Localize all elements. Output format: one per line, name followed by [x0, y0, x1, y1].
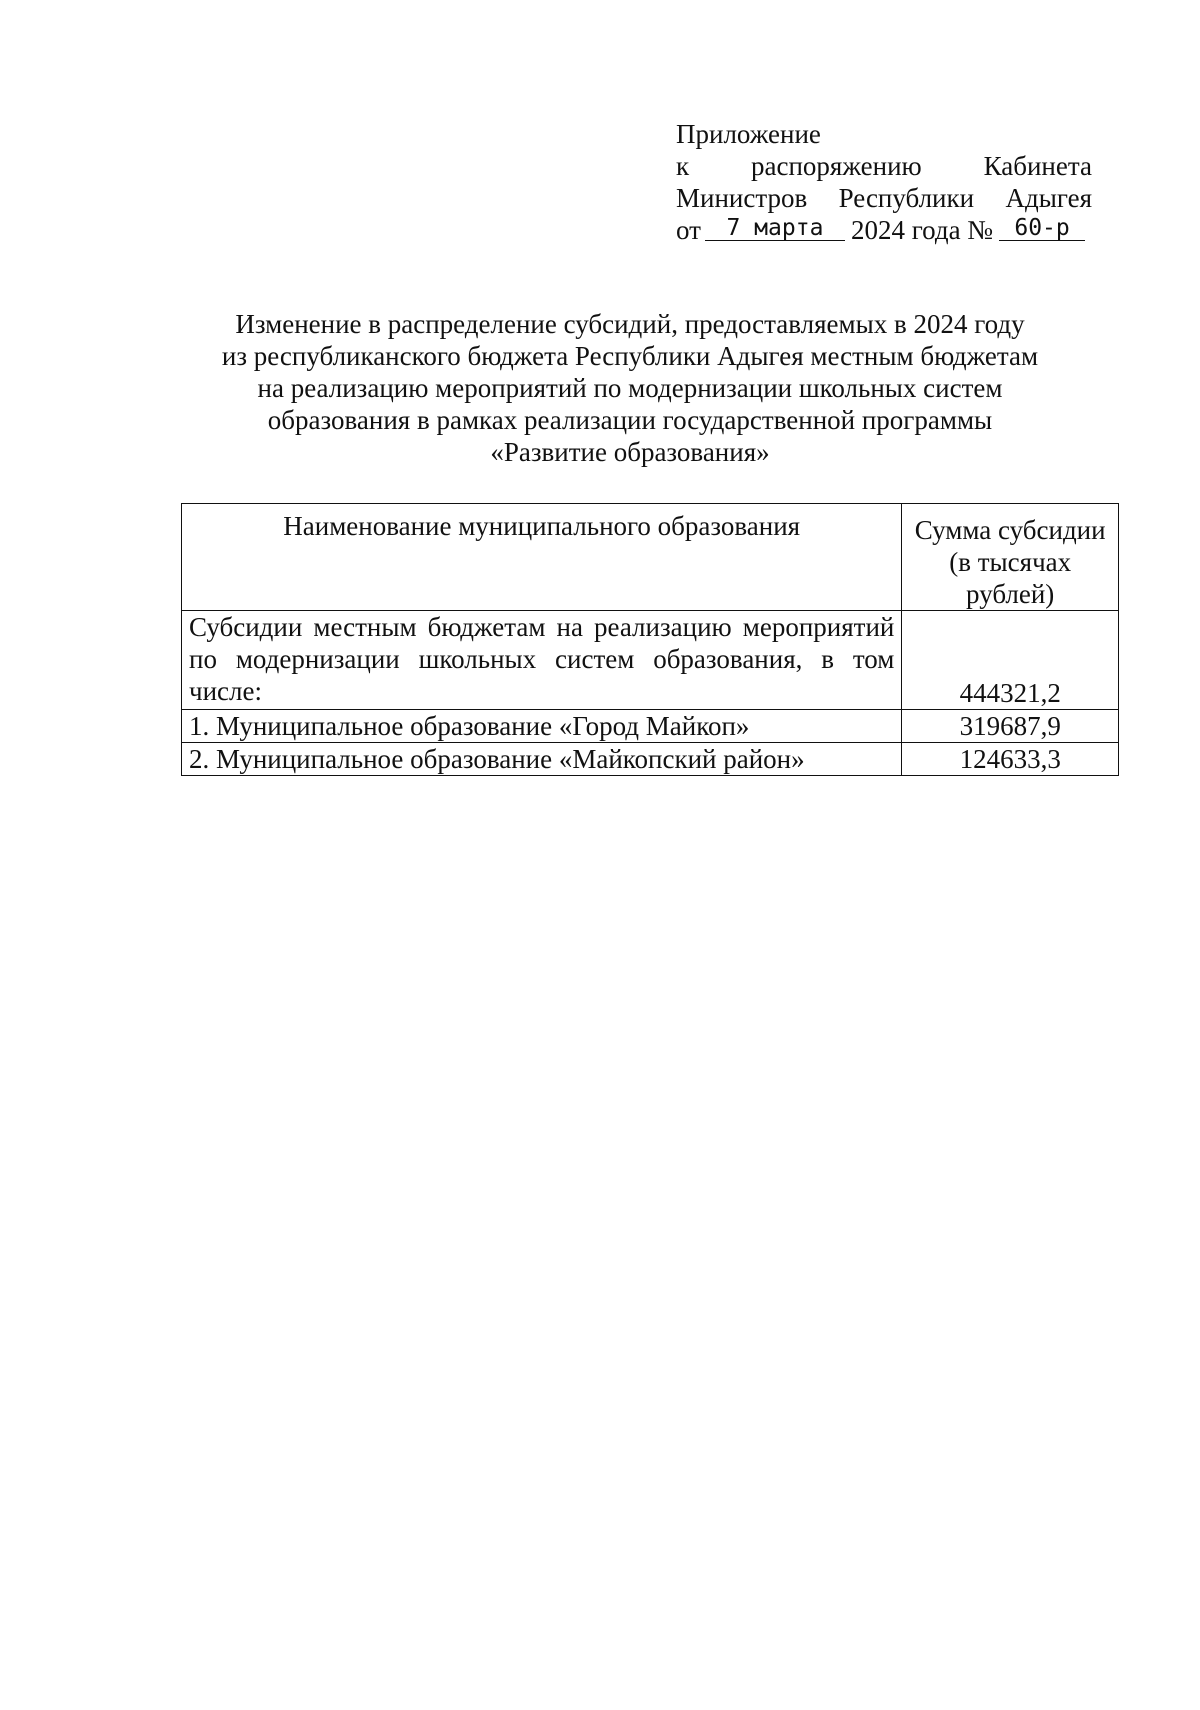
- table-row: [182, 743, 1119, 776]
- row-sum: 124633,3: [902, 743, 1119, 776]
- table-header-row: [182, 504, 1119, 611]
- annex-word: Кабинета: [983, 151, 1092, 181]
- row-name: 1. Муниципальное образование «Город Майкоп»: [182, 710, 902, 743]
- date-prefix: от: [676, 215, 701, 245]
- table-row: [182, 611, 1119, 710]
- annex-title: Приложение: [676, 119, 821, 149]
- title-line: образования в рамках реализации государственной программы: [267, 405, 993, 435]
- year-text: 2024 года №: [850, 215, 994, 245]
- row-name: Субсидии местным бюджетам на реализацию мероприятий по модернизации школьных систем образования, в том числе:: [182, 611, 902, 710]
- annex-word: Республики: [838, 183, 975, 213]
- title-line: «Развитие образования»: [490, 437, 770, 467]
- annex-word: к: [676, 151, 690, 181]
- annex-word: Министров: [676, 183, 808, 213]
- title-line: на реализацию мероприятий по модернизации школьных систем: [257, 373, 1003, 403]
- order-number: 60-р: [999, 216, 1085, 241]
- annex-word: распоряжению: [751, 151, 922, 181]
- order-date: 7 марта: [705, 216, 845, 241]
- row-name: 2. Муниципальное образование «Майкопский район»: [182, 743, 902, 776]
- header-municipality: Наименование муниципального образования: [182, 504, 902, 611]
- header-sum: Сумма субсидии (в тысячах рублей): [902, 504, 1119, 611]
- annex-header: [676, 118, 1092, 246]
- subsidy-table: [181, 503, 1119, 776]
- table-row: [182, 710, 1119, 743]
- row-sum: 444321,2: [902, 611, 1119, 710]
- document-title: [180, 308, 1080, 468]
- annex-date-line: [676, 214, 1092, 246]
- row-sum: 319687,9: [902, 710, 1119, 743]
- annex-line-3: [676, 182, 1092, 214]
- annex-word: Адыгея: [1005, 183, 1092, 213]
- annex-line-2: [676, 150, 1092, 182]
- title-line: из республиканского бюджета Республики Адыгея местным бюджетам: [221, 341, 1039, 371]
- title-line: Изменение в распределение субсидий, предоставляемых в 2024 году: [235, 309, 1025, 339]
